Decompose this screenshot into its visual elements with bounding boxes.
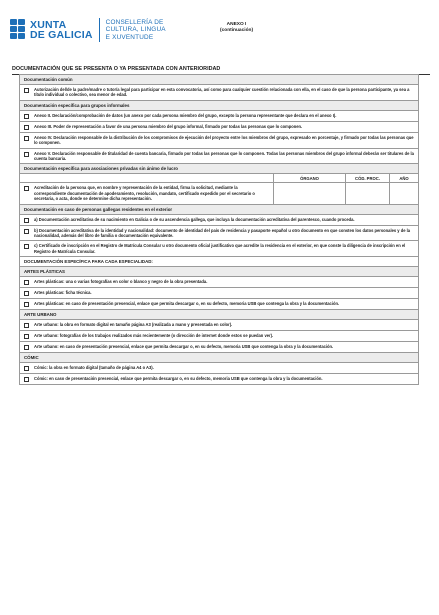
item-text: Arte urbano: la obra en formato digital en tamaño página A3 (realizada a mano y presentada en color). (34, 322, 233, 328)
dept-line-3: E XUVENTUDE (105, 33, 154, 41)
cod-proc-field[interactable] (346, 183, 390, 203)
list-item (20, 226, 418, 242)
item-text: c) Certificado de inscripción en el Registro de Matrícula Consular u otro documento oficial justificativo que acredite la residencia en el exterior, en que conste la diligencia de inscripción en el Registro de Matrícula Consular. (34, 243, 406, 254)
item-text: Cómic: en caso de presentación presencial, enlace que permita descargar o, en su defecto, memoria USB que contenga la obra y la documentación. (34, 376, 323, 382)
assoc-input-cells (274, 183, 418, 203)
list-item (20, 111, 418, 122)
item-text: Arte urbano: fotografías de los trabajos realizados más recientemente (o dirección de internet donde estos se puedan ver). (34, 333, 274, 339)
section-exterior: Documentación en caso de personas gallegas residentes en el exterior (20, 205, 418, 215)
logo-separator (99, 18, 100, 42)
logo-line-2: DE GALICIA (30, 29, 93, 41)
list-item (20, 299, 418, 310)
dept-line-1: CONSELLERÍA DE (105, 19, 164, 27)
item-text: Cómic: la obra en formato digital (tamaño de página A4 o A3). (34, 365, 154, 371)
annex-title: ANEXO I (226, 22, 247, 27)
xunta-logo (10, 18, 166, 42)
checkbox[interactable] (24, 334, 29, 339)
item-text: Artes plásticas: en caso de presentación presencial, enlace que permita descargar o, en su defecto, memoria USB que contenga la obra y la documentación. (34, 301, 340, 307)
item-text: Autorización del/de la padre/madre o tutor/a legal para participar en esta convocatoria, así como para cualquier cuestión relacionada con ella, en el caso de que la persona participante, ya sea a título individual o colectivo, sea menor de edad. (34, 87, 410, 98)
item-text: Anexo IV. Declaración responsable de la distribución de los compromisos de ejecución del proyecto entre los miembros del grupo, expresado en porcentaje, y firmado por todas las personas que lo componen. (34, 134, 414, 146)
list-item (20, 215, 418, 226)
checkbox[interactable] (24, 114, 29, 119)
col-cod-proc: CÓD. PROC. (346, 174, 390, 182)
logo-name (30, 20, 93, 40)
checkbox[interactable] (24, 152, 29, 157)
list-item (20, 288, 418, 299)
department-name (106, 19, 166, 41)
col-organo: ÓRGANO (274, 174, 346, 182)
checkbox[interactable] (24, 302, 29, 307)
item-text: Artes plásticas: ficha técnica. (34, 290, 92, 296)
logo-line-1: XUNTA (30, 19, 67, 31)
list-item (20, 331, 418, 342)
checkbox[interactable] (24, 291, 29, 296)
annex-subtitle: (continuación) (220, 28, 254, 33)
list-item (20, 85, 418, 101)
list-item (20, 133, 418, 149)
checkbox[interactable] (24, 186, 29, 191)
organo-field[interactable] (274, 183, 346, 203)
checkbox[interactable] (24, 88, 29, 93)
list-item (20, 320, 418, 331)
checkbox[interactable] (24, 345, 29, 350)
list-item (20, 277, 418, 288)
section-grupos: Documentación específica para grupos informales (20, 101, 418, 111)
checkbox[interactable] (24, 125, 29, 130)
dept-line-2: CULTURA, LINGUA (105, 26, 166, 34)
item-text: Anexo II. Declaración/comprobación de datos (un anexo por cada persona miembro del grupo, excepto la persona representante que declara en el anexo I). (34, 112, 337, 118)
section-comic: CÓMIC (20, 353, 418, 363)
section-especialidad: DOCUMENTACIÓN ESPECÍFICA PARA CADA ESPECIALIDAD: (20, 257, 418, 267)
item-text: a) Documentación acreditativa de su nacimiento en Galicia o de su ascendencia gallega, que incluya la documentación acreditativa del parentesco, cuando proceda. (34, 216, 355, 222)
xunta-emblem-icon (10, 19, 26, 41)
item-text: Arte urbano: en caso de presentación presencial, enlace que permita descargar o, en su defecto, memoria USB que contenga la obra y la documentación. (34, 344, 334, 350)
checkbox[interactable] (24, 280, 29, 285)
checkbox[interactable] (24, 244, 29, 249)
item-text: Anexo III. Poder de representación a favor de una persona miembro del grupo informal, firmado por todas las personas que lo componen. (34, 123, 303, 129)
checkbox[interactable] (24, 366, 29, 371)
page-header (10, 18, 430, 52)
annex-label (220, 22, 253, 34)
page-title: DOCUMENTACIÓN QUE SE PRESENTA O YA PRESENTADA CON ANTERIORIDAD (12, 66, 430, 75)
assoc-reference-cells (273, 174, 418, 203)
checkbox[interactable] (24, 377, 29, 382)
list-item (20, 342, 418, 353)
list-item (20, 122, 418, 133)
list-item (20, 149, 418, 165)
list-item (20, 374, 418, 384)
section-comun: Documentación común (20, 75, 418, 85)
list-item (20, 363, 418, 374)
list-item (20, 241, 418, 257)
item-text: Artes plásticas: una o varias fotografías en color o blanco y negro de la obra presentada. (34, 279, 208, 285)
item-text: Anexo V. Declaración responsable de titularidad de cuenta bancaria, firmado por todas las personas que lo componen. Todas las personas miembros del grupo informal deberán ser titulares de la cuenta bancaria. (34, 150, 414, 162)
documentation-form (19, 74, 419, 385)
checkbox[interactable] (24, 229, 29, 234)
assoc-item-cell (20, 174, 273, 203)
checkbox[interactable] (24, 323, 29, 328)
list-item (20, 183, 273, 203)
section-artes-plasticas: ARTES PLÁSTICAS (20, 267, 418, 277)
item-text: b) Documentación acreditativa de la identidad y nacionalidad: documento de identidad del país de residencia y pasaporte español u otro documento en que consten los datos personales y de la nacionalidad, además del libro de familia o documentación equivalente. (34, 227, 411, 239)
assoc-head-spacer (20, 174, 273, 183)
checkbox[interactable] (24, 218, 29, 223)
item-text: Acreditación de la persona que, en nombre y representación de la entidad, firma la solicitud, mediante la correspondiente documentación de apoderamiento, resolución, mandato, certificado expedido por el secretario o secretaria, o acta, donde se determine dicha representación. (34, 185, 255, 202)
section-arte-urbano: ARTE URBANO (20, 310, 418, 320)
checkbox[interactable] (24, 136, 29, 141)
ano-field[interactable] (390, 183, 418, 203)
assoc-header (274, 174, 418, 183)
assoc-table (20, 174, 418, 204)
col-ano: AÑO (399, 176, 409, 182)
section-asociaciones: Documentación específica para asociaciones privadas sin ánimo de lucro (20, 164, 418, 174)
